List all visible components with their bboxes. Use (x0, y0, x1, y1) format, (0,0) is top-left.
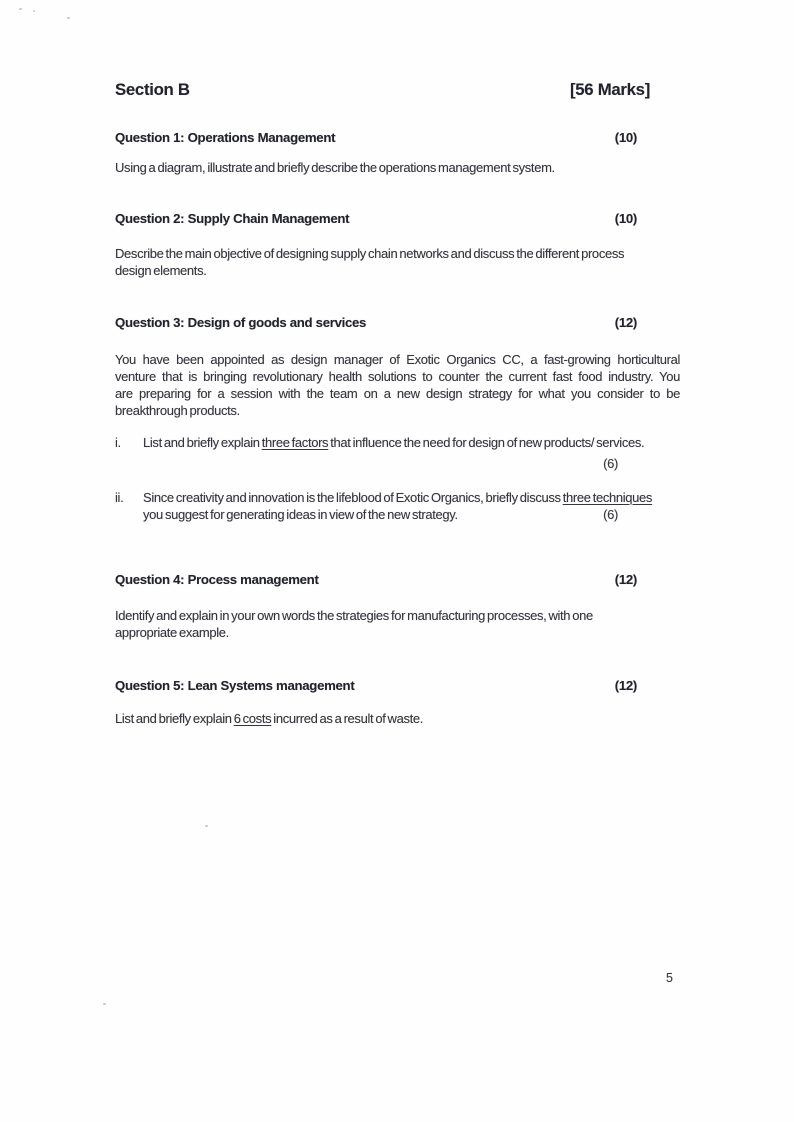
question1-heading-row (115, 129, 680, 146)
question3-scenario-paragraph (115, 351, 680, 419)
question1-heading: Question 1: Operations Management (115, 130, 336, 145)
item-i-text (143, 434, 680, 451)
question3-heading: Question 3: Design of goods and services (115, 315, 367, 330)
item-ii-marks: (6) (603, 507, 618, 522)
question5-body-post: incurred as a result of waste. (271, 711, 424, 726)
question3-item-i (115, 434, 680, 472)
question3-marks: (12) (614, 315, 637, 330)
scan-speck (67, 17, 70, 19)
question4-body-line: appropriate example. (115, 625, 229, 640)
item-i-marks: (6) (603, 456, 618, 471)
question3-item-ii (115, 489, 680, 523)
item-ii-number: ii. (115, 490, 124, 505)
item-ii-underlined-phrase: three techniques (562, 490, 653, 505)
question3-paragraph-line: are preparing for a session with the team on a new design strategy for what you consider to be (115, 386, 680, 401)
item-i-text-post: that influence the need for design of new products/ services. (328, 435, 645, 450)
question2-body-line: design elements. (115, 263, 207, 278)
question3-paragraph-line: breakthrough products. (115, 403, 240, 418)
question2-body (115, 245, 680, 279)
item-ii-text-line2 (143, 506, 680, 523)
question4-heading-row (115, 571, 680, 588)
scan-speck (103, 1003, 106, 1005)
question5-heading-row (115, 677, 680, 694)
scan-speck (33, 10, 35, 12)
item-ii-text-continuation: you suggest for generating ideas in view of the new strategy. (143, 507, 458, 522)
question2-marks: (10) (614, 211, 637, 226)
question5-body (115, 710, 680, 727)
scan-speck (205, 825, 208, 827)
item-ii-text-line1 (143, 489, 680, 506)
page-number: 5 (666, 971, 673, 985)
question4-marks: (12) (614, 572, 637, 587)
scan-speck (19, 8, 22, 10)
item-i-text-pre: List and briefly explain (143, 435, 262, 450)
question4-body-line: Identify and explain in your own words the strategies for manufacturing processes, with one (115, 608, 593, 623)
section-total-marks: [56 Marks] (569, 80, 650, 99)
question4-heading: Question 4: Process management (115, 572, 319, 587)
question1-marks: (10) (614, 130, 637, 145)
section-header (115, 80, 680, 100)
question3-paragraph-line: You have been appointed as design manager of Exotic Organics CC, a fast-growing horticultural (115, 352, 680, 367)
question5-body-pre: List and briefly explain (115, 711, 234, 726)
question5-underlined-phrase: 6 costs (233, 711, 272, 726)
question2-body-line: Describe the main objective of designing supply chain networks and discuss the different process (115, 246, 625, 261)
question1-body: Using a diagram, illustrate and briefly describe the operations management system. (115, 160, 555, 175)
question5-marks: (12) (614, 678, 637, 693)
question3-paragraph-line: venture that is bringing revolutionary health solutions to counter the current fast food industry. You (115, 369, 680, 384)
question2-heading: Question 2: Supply Chain Management (115, 211, 350, 226)
question5-heading: Question 5: Lean Systems management (115, 678, 355, 693)
item-i-underlined-phrase: three factors (261, 435, 329, 450)
question2-heading-row (115, 210, 680, 227)
item-i-number: i. (115, 435, 121, 450)
question4-body (115, 607, 680, 641)
question3-heading-row (115, 314, 680, 331)
section-title: Section B (115, 80, 190, 99)
item-ii-text-pre: Since creativity and innovation is the lifeblood of Exotic Organics, briefly discuss (143, 490, 563, 505)
